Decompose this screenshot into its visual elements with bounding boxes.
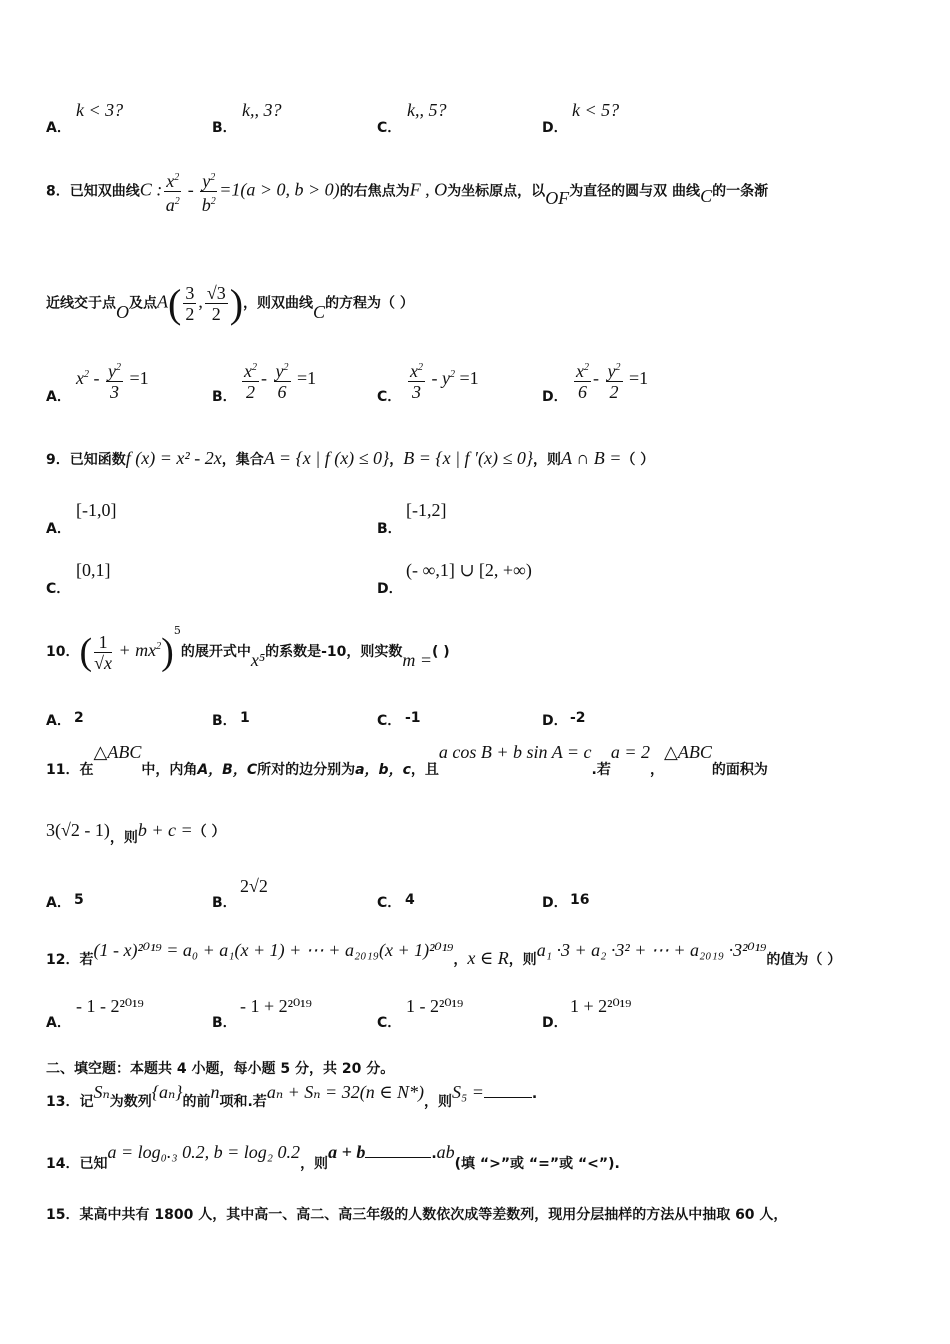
q11-option-a: 5 [74,892,84,908]
q12-text-3: 的值为（ ） [766,952,842,968]
question-13 [46,1082,538,1110]
q11-text-0: 在 [79,762,94,778]
q9-option-c: [0,1] [76,560,111,580]
q8-point-a: A [157,291,168,312]
q11-number: 11． [46,762,80,778]
q11-option-d: 16 [570,892,590,908]
q11-option-a-label: A． [46,895,71,911]
q13-an: {aₙ} [151,1082,183,1102]
q9-set-b: B = {x | f ′(x) ≤ 0} [403,448,534,468]
q8-option-d-label: D． [542,389,568,405]
q10-option-c-label: C． [377,713,402,729]
question-8-line-2: 近线交于点O及点A( $\frac{3}{2}$ , $\frac{√3}{2}$ )，则双曲线C的方程为（ ） [46,281,414,326]
q12-sum: a₁ ·3 + a₂ ·3² + ⋯ + a₂₀₁₉ ·3²⁰¹⁹ [536,940,767,960]
q13-text-3: 项和.若 [219,1094,267,1110]
q8-text-9: 的方程为（ ） [325,295,414,312]
q7-option-b-label: B． [212,120,237,136]
q11-option-b: 2√2 [240,876,268,896]
q13-text-2: 的前 [182,1094,211,1110]
q11-text-3: 所对的边分别为 [257,762,356,778]
q11-option-c-label: C． [377,895,402,911]
question-11-line-1 [46,742,768,778]
q13-text-1: 为数列 [109,1094,152,1110]
q12-domain: x ∈ R [467,948,509,968]
q8-text-1: 已知双曲线 [69,183,140,200]
q11-text-8: 的面积为 [711,762,768,778]
question-10: 10．( $\frac{1}{√x}$ + $mx^2)^5$的展开式中x⁵的系数是-10，则实数m =( ) [46,624,450,673]
q11-text-1: 中，内角 [141,762,198,778]
q13-equation: aₙ + Sₙ = 32(n ∈ N*) [266,1082,425,1102]
q12-option-a-label: A． [46,1015,71,1031]
q8-option-a: $x^2$ - $\frac{y^2}{3}$ =1 [76,358,149,402]
q12-expansion: (1 - x)²⁰¹⁹ = a₀ + a₁(x + 1) + ⋯ + a₂₀₁₉(x + 1)²⁰¹⁹ [93,940,454,960]
q11-triangle: △ABC [93,742,142,762]
q8-text-3: 为坐标原点，以 [447,183,546,200]
q14-text-1: ，则 [300,1156,329,1172]
q13-n: n [210,1082,220,1102]
q9-option-d: (- ∞,1] ∪ [2, +∞) [406,560,532,580]
q9-option-b: [-1,2] [406,500,447,520]
q12-option-d: 1 + 2²⁰¹⁹ [570,996,632,1016]
question-12 [46,940,842,968]
q9-text-3: ，则 [533,452,562,468]
q12-text-0: 若 [79,952,94,968]
q8-option-d: $\frac{x^2}{6}$ - $\frac{y^2}{2}$ =1 [572,358,648,402]
q10-option-d: -2 [570,710,586,726]
q8-c-2: C [313,301,326,322]
q8-option-c: $\frac{x^2}{3}$ - $y^2 =1$ [406,358,479,402]
question-15: 15．某高中共有 1800 人，其中高一、高二、高三年级的人数依次成等差数列，现用分层抽样的方法从中抽取 60 人， [46,1207,788,1223]
q8-fo: F , O [409,179,448,200]
q7-option-b: k,, 3? [242,100,282,120]
q10-option-b-label: B． [212,713,237,729]
question-8-line-1: 8．已知双曲线C : $\frac{x^2}{a^2}$ - $\frac{y^2}{b^2}$ =1(a > 0, b > 0)的右焦点为F , O为坐标原点，以OF为直径的圆与双 曲线C的一条渐 [46,168,768,215]
q11-equation: a cos B + b sin A = c [438,742,592,762]
q7-option-c-label: C． [377,120,402,136]
q9-text-2: ，集合 [221,452,264,468]
q11-a-value: a = 2 [610,742,650,762]
q11-text-6: .若 [591,762,611,778]
q9-function: f (x) = x² - 2x [125,448,222,468]
q9-intersection: A ∩ B = [561,448,622,468]
q10-text-2: 的系数是-10，则实数 [265,644,403,660]
q11-text-10: （ ） [192,824,226,840]
q8-option-b-label: B． [212,389,237,405]
q14-a-plus-b: a + b [328,1142,366,1162]
question-14 [46,1142,620,1172]
q14-equation: a = log₀.₃ 0.2, b = log₂ 0.2 [107,1142,301,1162]
q9-option-b-label: B． [377,521,402,537]
q7-option-a-label: A． [46,120,71,136]
q8-curve: C : [139,179,163,200]
q11-text-7: ， [650,762,664,778]
q8-option-c-label: C． [377,389,402,405]
q9-text-5: （ ） [621,452,655,468]
q8-text-2: 的右焦点为 [339,183,410,200]
q9-number: 9． [46,452,70,468]
q13-answer-blank[interactable] [484,1097,532,1098]
q9-option-a-label: A． [46,521,71,537]
q11-option-c: 4 [405,892,415,908]
q12-option-a: - 1 - 2²⁰¹⁹ [76,996,144,1016]
q8-number: 8． [46,183,70,200]
q13-number: 13． [46,1094,80,1110]
q11-sides: a，b，c [355,762,411,778]
q8-text-4: 为直径的圆与双 曲线 [569,183,701,200]
section-2-heading: 二、填空题：本题共 4 小题，每小题 5 分，共 20 分。 [46,1061,395,1077]
q8-text-5: 的一条渐 [712,183,769,200]
q8-frac-x: $\frac{x^2}{a^2}$ [164,168,181,215]
q12-option-b-label: B． [212,1015,237,1031]
q8-o: O [116,301,129,322]
q13-sn: Sₙ [93,1082,110,1102]
q12-number: 12． [46,952,80,968]
q8-text-8: ，则双曲线 [243,295,314,312]
q12-option-c-label: C． [377,1015,402,1031]
q12-option-c: 1 - 2²⁰¹⁹ [406,996,464,1016]
q8-text-6: 近线交于点 [46,295,116,312]
q7-option-d-label: D． [542,120,568,136]
q13-period: . [531,1086,538,1102]
q10-option-a: 2 [74,710,84,726]
q14-period: . [431,1146,437,1162]
q10-option-a-label: A． [46,713,71,729]
q8-frac-y: $\frac{y^2}{b^2}$ [200,168,217,215]
q11-option-d-label: D． [542,895,568,911]
question-11-line-2 [46,820,226,846]
q11-text-5: ，且 [410,762,439,778]
q14-text-0: 已知 [79,1156,108,1172]
q9-option-a: [-1,0] [76,500,117,520]
q10-m: m = [402,650,433,670]
q12-option-b: - 1 + 2²⁰¹⁹ [240,996,312,1016]
q8-option-b: $\frac{x^2}{2}$ - $\frac{y^2}{6}$ =1 [240,358,316,402]
q12-option-d-label: D． [542,1015,568,1031]
q8-option-a-label: A． [46,389,71,405]
q13-text-0: 记 [79,1094,94,1110]
q10-number: 10． [46,644,80,660]
q11-text-9: ，则 [109,830,138,846]
q10-option-c: -1 [405,710,421,726]
q10-text-1: 的展开式中 [180,644,251,660]
q14-ab: ab [436,1142,455,1162]
q11-area: 3(√2 - 1) [46,820,110,840]
q7-option-c: k,, 5? [407,100,447,120]
q11-b-plus-c: b + c = [137,820,193,840]
q14-answer-blank[interactable] [365,1157,431,1158]
q14-text-3: (填 “>”或 “=”或 “<”). [454,1156,620,1172]
q8-of: OF [545,187,570,208]
question-9: 9．已知函数f (x) = x² - 2x，集合A = {x | f (x) ≤ 0}，B = {x | f ′(x) ≤ 0}，则A ∩ B =（ ） [46,448,655,468]
q10-text-3: ( ) [432,644,450,660]
q10-x5: x⁵ [250,650,266,670]
q12-text-2: ，则 [508,952,537,968]
q14-number: 14． [46,1156,80,1172]
q13-s5: S₅ = [452,1082,484,1102]
q9-set-a: A = {x | f (x) ≤ 0} [263,448,390,468]
q8-c: C [700,185,713,206]
q11-option-b-label: B． [212,895,237,911]
q9-text-1: 已知函数 [69,452,126,468]
q7-option-a: k < 3? [76,100,124,120]
q9-option-d-label: D． [377,581,403,597]
q10-option-b: 1 [240,710,250,726]
q12-text-1: ， [453,952,468,968]
q11-angles: A，B，C [197,762,258,778]
q8-text-7: 及点 [129,295,157,312]
q7-option-d: k < 5? [572,100,620,120]
q10-option-d-label: D． [542,713,568,729]
q11-triangle-2: △ABC [664,742,712,762]
q8-eq-tail: =1(a > 0, b > 0) [219,179,340,200]
q9-option-c-label: C． [46,581,71,597]
q13-text-4: ，则 [424,1094,453,1110]
